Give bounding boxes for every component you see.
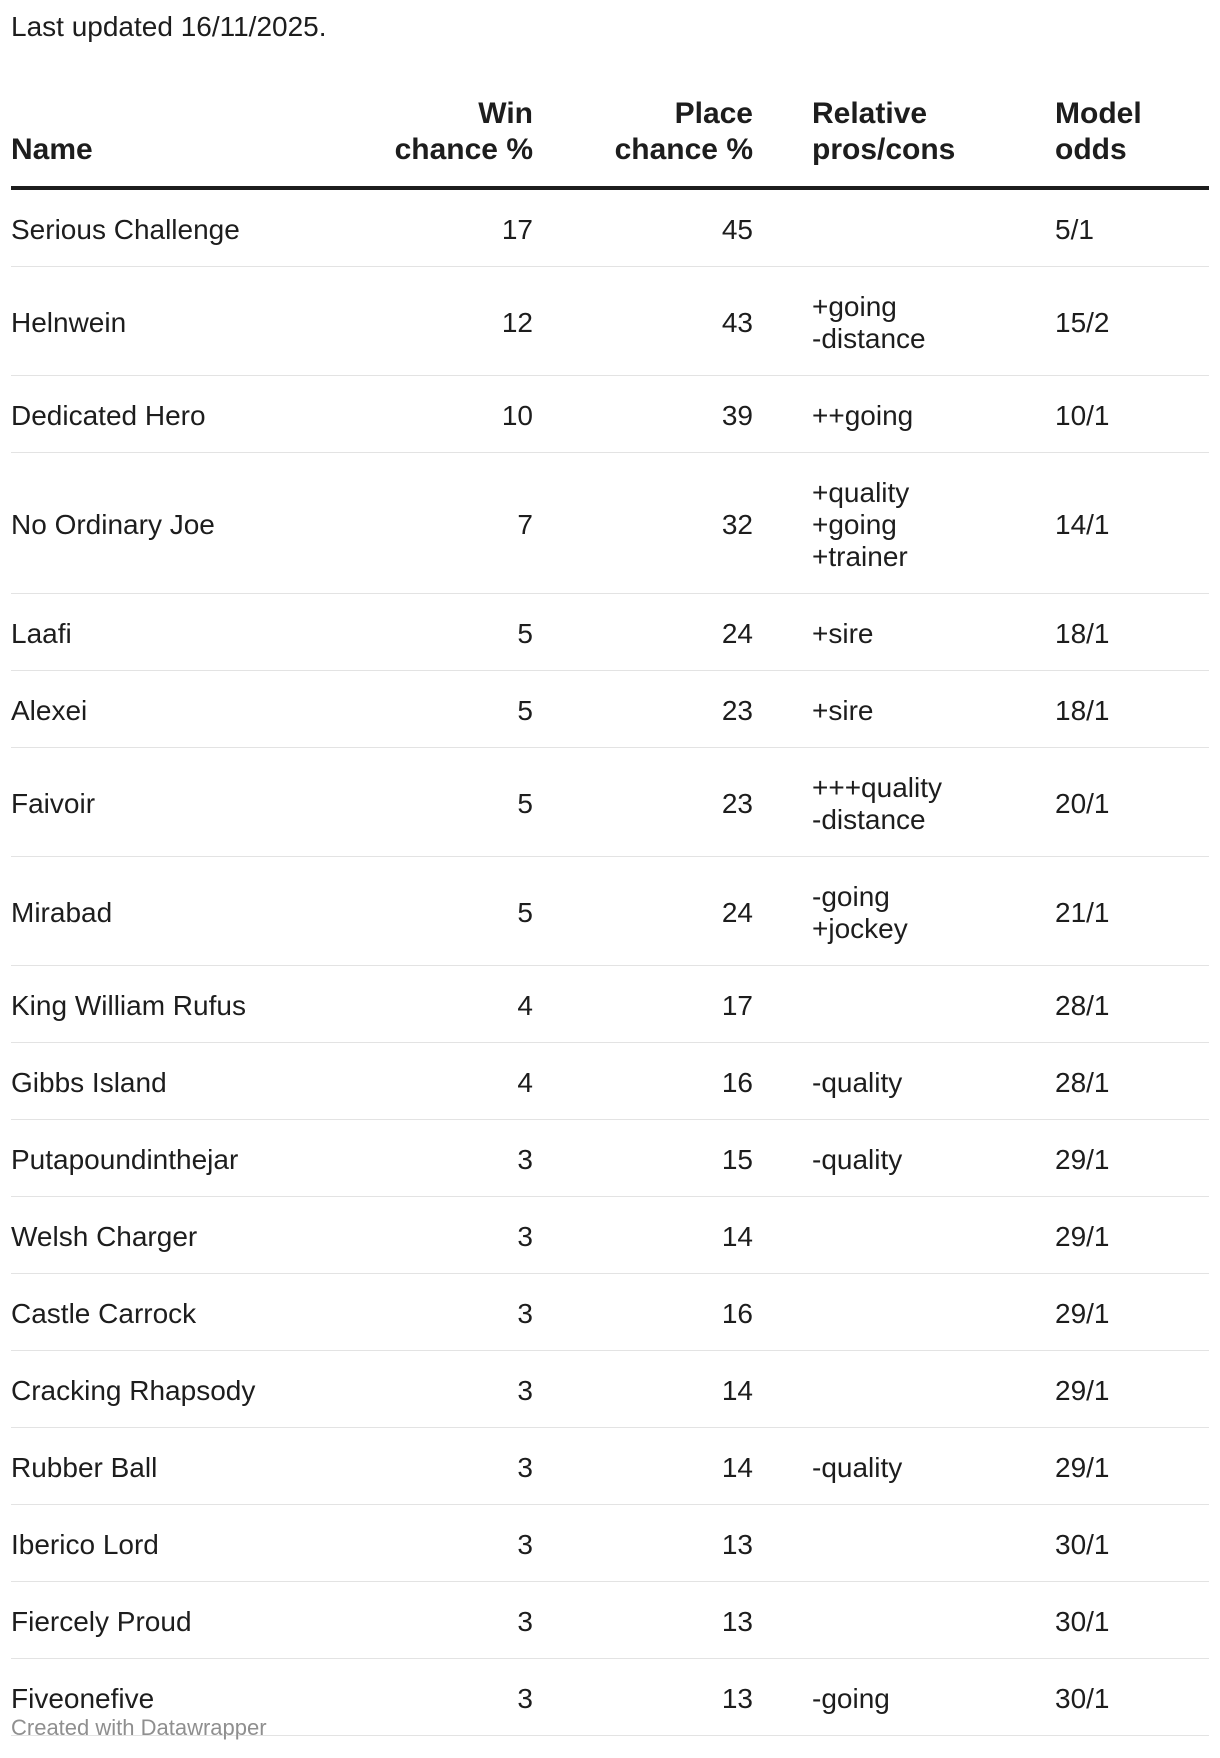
table-row: [11, 966, 1209, 1043]
cell-pros-cons: [753, 966, 1006, 1043]
cell-odds: 28/1: [1006, 1043, 1209, 1120]
table-row: [11, 594, 1209, 671]
cell-pros-cons: [753, 267, 1006, 376]
cell-win: 3: [351, 1659, 533, 1736]
cell-odds: 30/1: [1006, 1505, 1209, 1582]
pros-cons-item: -quality: [812, 1452, 903, 1483]
column-header-place: [533, 96, 753, 188]
cell-odds: 21/1: [1006, 857, 1209, 966]
cell-name: No Ordinary Joe: [11, 453, 351, 594]
cell-name: Fiercely Proud: [11, 1582, 351, 1659]
cell-odds: 20/1: [1006, 748, 1209, 857]
column-header-name-line: Name: [11, 133, 93, 166]
cell-win: 3: [351, 1582, 533, 1659]
cell-place: 45: [533, 188, 753, 267]
cell-win: 3: [351, 1351, 533, 1428]
column-header-pros: [753, 96, 1006, 188]
cell-name: Laafi: [11, 594, 351, 671]
cell-pros-cons: [753, 748, 1006, 857]
pros-cons-item: -distance: [812, 804, 926, 835]
column-header-pros-line: Relative: [812, 97, 928, 130]
table-row: [11, 188, 1209, 267]
table-row: [11, 671, 1209, 748]
table-row: [11, 267, 1209, 376]
cell-pros-cons: [753, 1582, 1006, 1659]
cell-pros-cons: [753, 1043, 1006, 1120]
cell-name: Serious Challenge: [11, 188, 351, 267]
cell-odds: 30/1: [1006, 1582, 1209, 1659]
cell-place: 39: [533, 376, 753, 453]
pros-cons-item: -going: [812, 881, 890, 912]
cell-place: 16: [533, 1274, 753, 1351]
cell-odds: 15/2: [1006, 267, 1209, 376]
column-header-name: [11, 96, 351, 188]
cell-pros-cons: [753, 1505, 1006, 1582]
pros-cons-item: +jockey: [812, 913, 908, 944]
table-row: [11, 748, 1209, 857]
cell-pros-cons: [753, 1274, 1006, 1351]
cell-place: 13: [533, 1505, 753, 1582]
cell-place: 24: [533, 594, 753, 671]
table-body: [11, 188, 1209, 1736]
pros-cons-item: +quality: [812, 477, 910, 508]
pros-cons-item: +sire: [812, 618, 874, 649]
cell-place: 14: [533, 1351, 753, 1428]
cell-win: 10: [351, 376, 533, 453]
cell-name: Gibbs Island: [11, 1043, 351, 1120]
cell-place: 16: [533, 1043, 753, 1120]
cell-place: 13: [533, 1659, 753, 1736]
cell-name: Cracking Rhapsody: [11, 1351, 351, 1428]
cell-pros-cons: [753, 1428, 1006, 1505]
cell-odds: 28/1: [1006, 966, 1209, 1043]
cell-pros-cons: [753, 671, 1006, 748]
cell-win: 3: [351, 1428, 533, 1505]
cell-win: 5: [351, 857, 533, 966]
cell-odds: 18/1: [1006, 671, 1209, 748]
cell-win: 7: [351, 453, 533, 594]
cell-name: Putapoundinthejar: [11, 1120, 351, 1197]
cell-name: Dedicated Hero: [11, 376, 351, 453]
cell-pros-cons: [753, 376, 1006, 453]
column-header-odds-line: odds: [1055, 133, 1127, 166]
pros-cons-item: -distance: [812, 323, 926, 354]
cell-name: Rubber Ball: [11, 1428, 351, 1505]
cell-name: Mirabad: [11, 857, 351, 966]
table-row: [11, 1197, 1209, 1274]
cell-place: 14: [533, 1197, 753, 1274]
cell-win: 17: [351, 188, 533, 267]
cell-odds: 18/1: [1006, 594, 1209, 671]
column-header-win-line: chance %: [394, 133, 533, 166]
cell-place: 32: [533, 453, 753, 594]
cell-win: 5: [351, 748, 533, 857]
cell-place: 17: [533, 966, 753, 1043]
cell-name: Castle Carrock: [11, 1274, 351, 1351]
cell-pros-cons: [753, 188, 1006, 267]
pros-cons-item: +going: [812, 509, 897, 540]
cell-pros-cons: [753, 1659, 1006, 1736]
cell-name: Iberico Lord: [11, 1505, 351, 1582]
cell-win: 5: [351, 671, 533, 748]
cell-place: 14: [533, 1428, 753, 1505]
cell-place: 43: [533, 267, 753, 376]
cell-pros-cons: [753, 453, 1006, 594]
cell-odds: 10/1: [1006, 376, 1209, 453]
cell-odds: 29/1: [1006, 1274, 1209, 1351]
cell-odds: 29/1: [1006, 1351, 1209, 1428]
table-row: [11, 1274, 1209, 1351]
cell-pros-cons: [753, 1351, 1006, 1428]
last-updated-note: Last updated 16/11/2025.: [11, 11, 327, 42]
cell-name: Welsh Charger: [11, 1197, 351, 1274]
table-row: [11, 1582, 1209, 1659]
cell-odds: 30/1: [1006, 1659, 1209, 1736]
cell-place: 23: [533, 748, 753, 857]
column-header-place-line: Place: [674, 97, 753, 130]
cell-name: King William Rufus: [11, 966, 351, 1043]
cell-win: 4: [351, 1043, 533, 1120]
cell-win: 4: [351, 966, 533, 1043]
cell-name: Alexei: [11, 671, 351, 748]
datawrapper-credit: Created with Datawrapper: [11, 1715, 267, 1740]
cell-odds: 29/1: [1006, 1428, 1209, 1505]
cell-pros-cons: [753, 1120, 1006, 1197]
table-row: [11, 376, 1209, 453]
cell-odds: 29/1: [1006, 1197, 1209, 1274]
pros-cons-item: -going: [812, 1683, 890, 1714]
cell-win: 3: [351, 1274, 533, 1351]
table-row: [11, 1428, 1209, 1505]
cell-win: 5: [351, 594, 533, 671]
cell-place: 15: [533, 1120, 753, 1197]
cell-place: 24: [533, 857, 753, 966]
table-row: [11, 1043, 1209, 1120]
cell-odds: 14/1: [1006, 453, 1209, 594]
column-header-win: [351, 96, 533, 188]
table-row: [11, 1351, 1209, 1428]
table-row: [11, 453, 1209, 594]
pros-cons-item: -quality: [812, 1144, 903, 1175]
column-header-pros-line: pros/cons: [812, 133, 956, 166]
pros-cons-item: +going: [812, 291, 897, 322]
cell-pros-cons: [753, 1197, 1006, 1274]
cell-name: Helnwein: [11, 267, 351, 376]
horse-model-table: [11, 96, 1209, 1736]
table-row: [11, 1120, 1209, 1197]
cell-odds: 5/1: [1006, 188, 1209, 267]
cell-win: 3: [351, 1505, 533, 1582]
pros-cons-item: +++quality: [812, 772, 942, 803]
column-header-odds-line: Model: [1055, 97, 1142, 130]
cell-place: 23: [533, 671, 753, 748]
table-row: [11, 857, 1209, 966]
cell-win: 3: [351, 1197, 533, 1274]
cell-name: Faivoir: [11, 748, 351, 857]
cell-win: 3: [351, 1120, 533, 1197]
cell-win: 12: [351, 267, 533, 376]
table-header-row: [11, 96, 1209, 188]
table-row: [11, 1505, 1209, 1582]
cell-pros-cons: [753, 594, 1006, 671]
cell-place: 13: [533, 1582, 753, 1659]
pros-cons-item: ++going: [812, 400, 914, 431]
cell-name: Fiveonefive: [11, 1659, 351, 1736]
cell-odds: 29/1: [1006, 1120, 1209, 1197]
column-header-odds: [1006, 96, 1209, 188]
column-header-place-line: chance %: [614, 133, 753, 166]
pros-cons-item: +trainer: [812, 541, 908, 572]
cell-pros-cons: [753, 857, 1006, 966]
column-header-win-line: Win: [478, 97, 533, 130]
table-header: [11, 96, 1209, 188]
pros-cons-item: +sire: [812, 695, 874, 726]
pros-cons-item: -quality: [812, 1067, 903, 1098]
